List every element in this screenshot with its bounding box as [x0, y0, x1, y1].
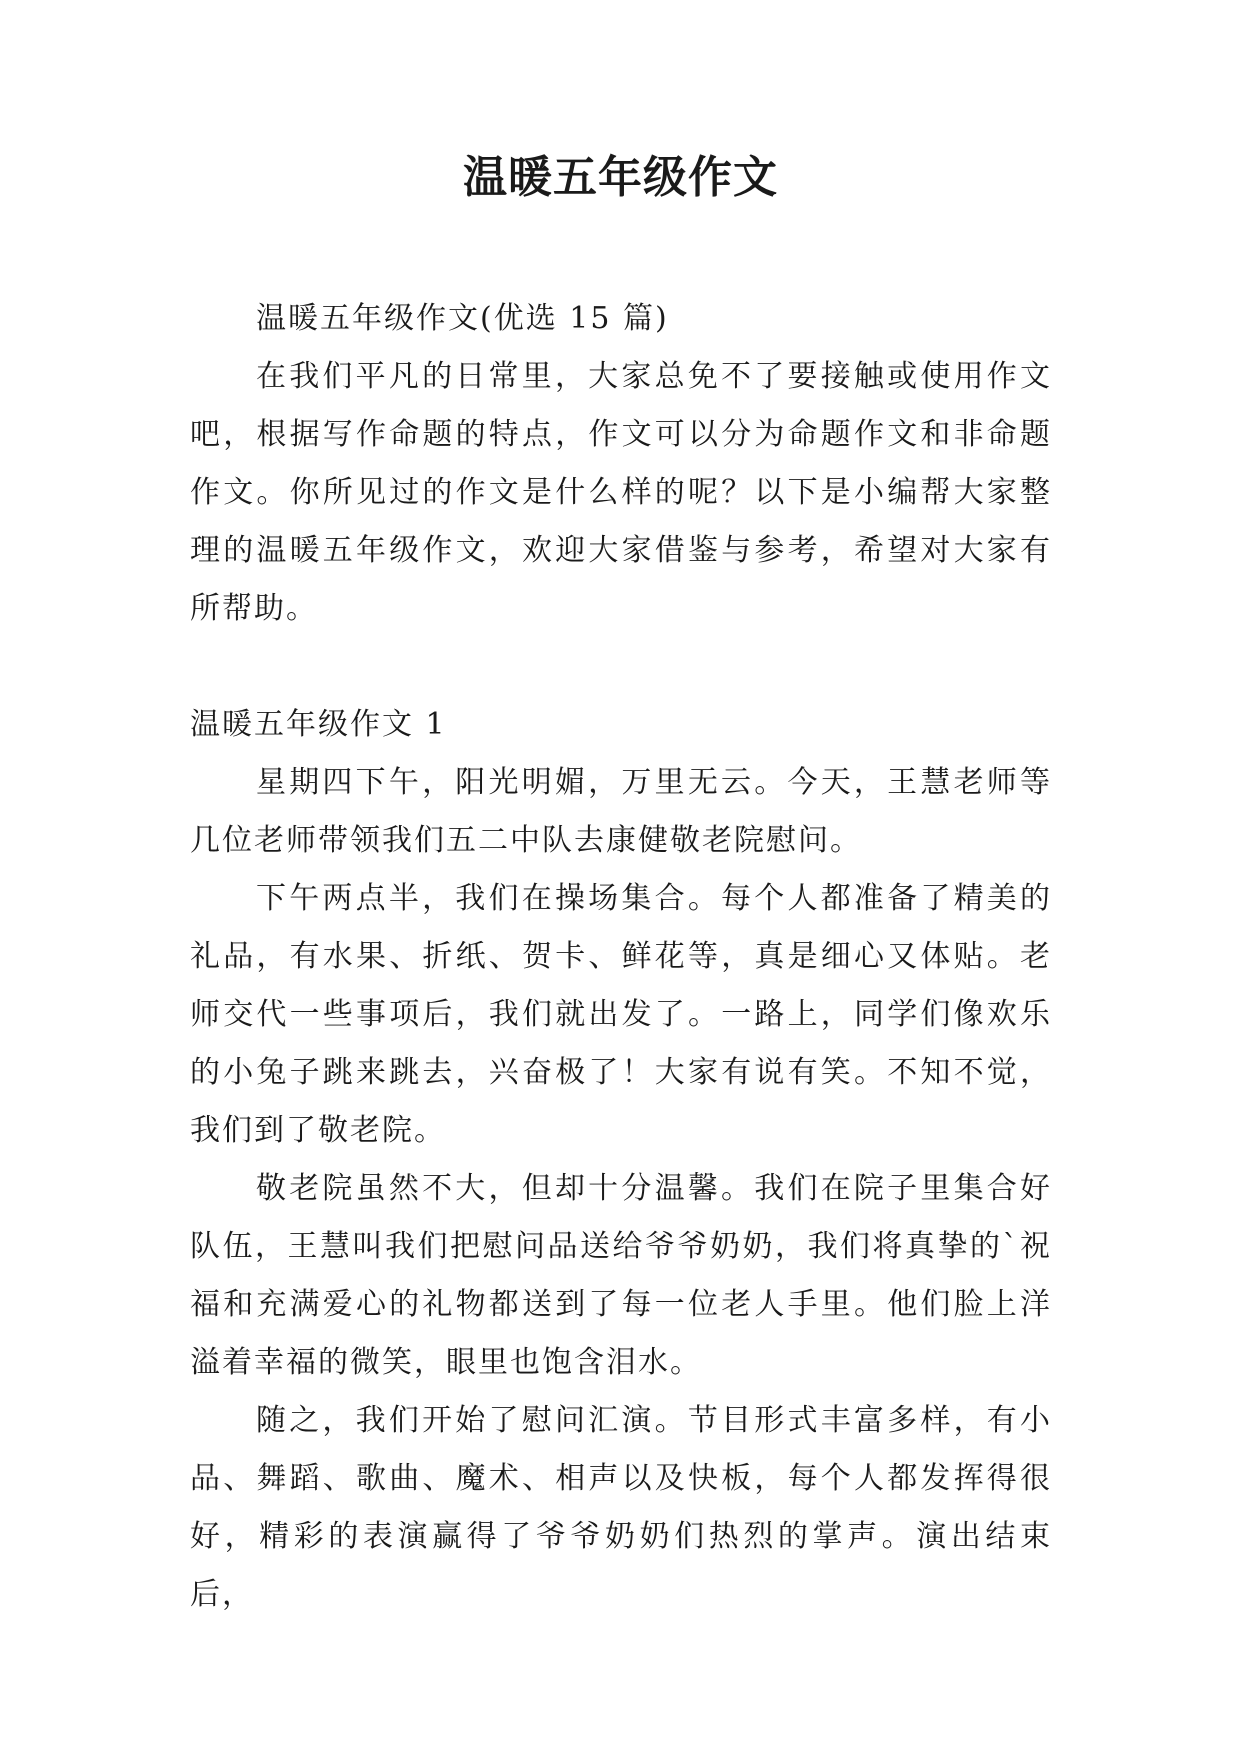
section-heading: 温暖五年级作文 1: [190, 707, 447, 742]
document-title: 温暖五年级作文: [463, 152, 778, 203]
body-paragraph: 敬老院虽然不大，但却十分温馨。我们在院子里集合好队伍，王慧叫我们把慰问品送给爷爷奶奶，我们将真挚的`祝福和充满爱心的礼物都送到了每一位老人手里。他们脸上洋溢着幸福的微笑，眼里也饱含泪水。: [190, 1171, 1052, 1380]
body-paragraph: 星期四下午，阳光明媚，万里无云。今天，王慧老师等几位老师带领我们五二中队去康健敬老院慰问。: [190, 765, 1052, 858]
document-body: [190, 290, 1052, 1624]
body-paragraph: 随之，我们开始了慰问汇演。节目形式丰富多样，有小品、舞蹈、歌曲、魔术、相声以及快板，每个人都发挥得很好，精彩的表演赢得了爷爷奶奶们热烈的掌声。演出结束后，: [190, 1403, 1052, 1612]
document-subtitle: 温暖五年级作文(优选 15 篇): [256, 301, 669, 336]
body-paragraph: 下午两点半，我们在操场集合。每个人都准备了精美的礼品，有水果、折纸、贺卡、鲜花等，真是细心又体贴。老师交代一些事项后，我们就出发了。一路上，同学们像欢乐的小兔子跳来跳去，兴奋极了！大家有说有笑。不知不觉，我们到了敬老院。: [190, 881, 1052, 1148]
intro-paragraph: 在我们平凡的日常里，大家总免不了要接触或使用作文吧，根据写作命题的特点，作文可以分为命题作文和非命题作文。你所见过的作文是什么样的呢？以下是小编帮大家整理的温暖五年级作文，欢迎大家借鉴与参考，希望对大家有所帮助。: [190, 359, 1052, 626]
